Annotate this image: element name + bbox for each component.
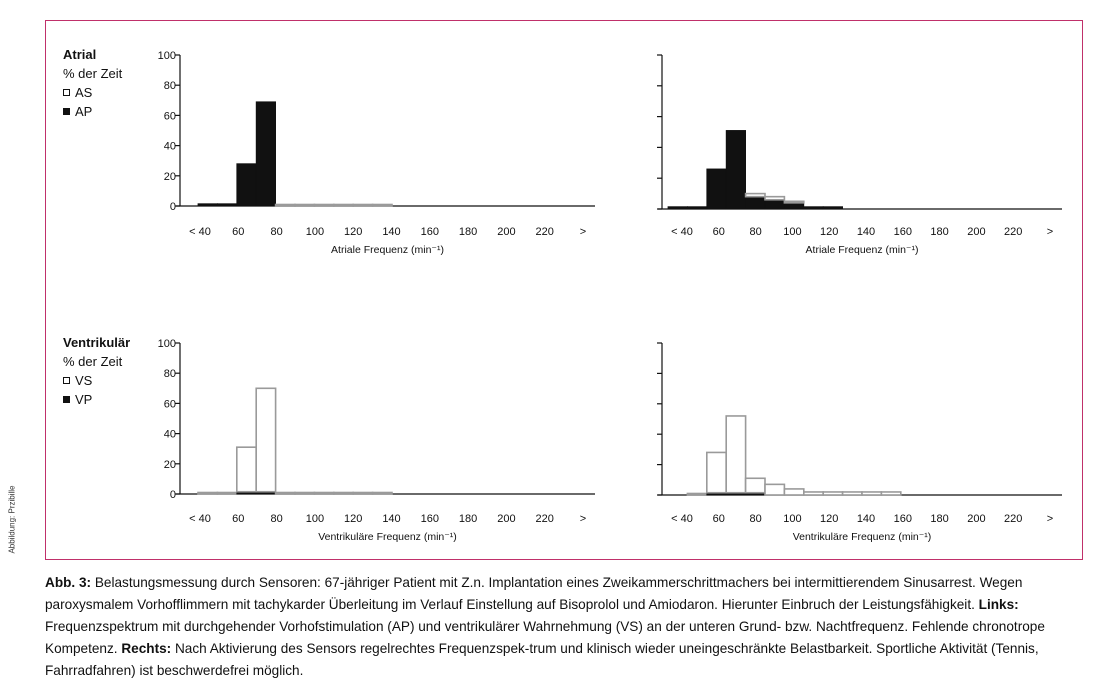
legend-entry-label: VP [75, 392, 93, 407]
bar-vs [784, 489, 803, 495]
caption-text: Belastungsmessung durch Sensoren: 67-jähriger Patient mit Z.n. Implantation eines Zweikammerschrittmachers bei intermittierendem Sinusarrest. Wegen paroxysmalem Vorhofflimmern mit tachykarder Überleitung im Verlauf Einstellung auf Bisoprolol und Amiodaron. Hierunter Einbruch der Leistungsfähigkeit. [45, 575, 1023, 612]
y-tick-label: 80 [163, 368, 176, 381]
bar-as [373, 204, 392, 206]
bar-ap [823, 207, 842, 209]
chart-atrial-left [158, 50, 595, 256]
bar-as [334, 204, 353, 206]
bar-as [784, 201, 803, 203]
bar-ap [687, 207, 706, 209]
caption-rechts-label: Rechts: [121, 641, 172, 656]
bar-vs [726, 416, 745, 493]
x-tick-label: 200 [967, 513, 986, 525]
chart-atrial-right [657, 55, 1062, 256]
x-tick-label: > [579, 226, 587, 238]
bar-vs [881, 492, 900, 495]
bar-ap [804, 207, 823, 209]
x-tick-label: < 40 [189, 513, 211, 525]
bar-vs [746, 478, 765, 492]
y-tick-label: 60 [163, 398, 176, 411]
x-tick-label: 220 [535, 226, 554, 238]
x-tick-label: 140 [856, 513, 876, 525]
x-tick-label: < 40 [189, 226, 211, 238]
x-tick-label: 120 [820, 226, 839, 238]
x-tick-label: 200 [497, 513, 516, 525]
x-tick-label: 180 [458, 513, 478, 525]
x-tick-label: 80 [270, 513, 283, 525]
bar-vs [295, 492, 314, 494]
legend-entry-label: AS [75, 85, 93, 100]
bar-vs [276, 492, 295, 494]
bar-vs [765, 484, 784, 495]
x-tick-label: > [579, 513, 587, 525]
bar-ap [707, 169, 726, 209]
x-tick-label: > [1046, 226, 1054, 238]
y-tick-label: 20 [163, 458, 176, 471]
y-tick-label: 100 [157, 338, 176, 350]
bar-vs [843, 492, 862, 495]
bar-vs [687, 493, 706, 495]
bar-as [746, 194, 765, 197]
x-tick-label: 160 [893, 513, 912, 525]
x-tick-label: 80 [749, 226, 762, 238]
x-tick-label: 60 [232, 513, 245, 525]
legend-subtitle: % der Zeit [63, 66, 123, 81]
bar-vs [823, 492, 842, 495]
figure-caption [45, 572, 1085, 682]
x-tick-label: 100 [305, 226, 325, 238]
x-tick-label: 200 [497, 226, 516, 238]
x-tick-label: 220 [1004, 513, 1023, 525]
bar-ap [765, 200, 784, 209]
bar-vs [198, 492, 217, 494]
legend-entry-label: AP [75, 104, 93, 119]
chart-ventricular-left [158, 338, 595, 543]
x-tick-label: 160 [893, 226, 912, 238]
legend-entry-label: VS [75, 373, 93, 388]
bar-vs [707, 452, 726, 492]
bar-vs [862, 492, 881, 495]
x-tick-label: < 40 [671, 226, 693, 238]
caption-text: Frequenzspektrum mit durchgehender Vorhofstimulation (AP) und ventrikulärer Wahrnehmung (VS) an der unteren Grund- bzw. Nachtfrequenz. Fehlende chronotrope Kompetenz. [45, 619, 1045, 656]
y-tick-label: 20 [163, 170, 176, 183]
image-credit: Abbildung: Przibille [7, 485, 17, 554]
caption-text: Nach Aktivierung des Sensors regelrechtes Frequenzspek-trum und klinisch wieder uneingeschränkte Belastbarkeit. Sportliche Aktivität (Tennis, Fahrradfahren) ist beschwerdefrei möglich. [45, 641, 1039, 678]
bar-ap [217, 204, 236, 206]
x-axis-label: Atriale Frequenz (min⁻¹) [331, 244, 444, 256]
x-tick-label: 220 [535, 513, 554, 525]
x-tick-label: > [1046, 513, 1054, 525]
x-tick-label: 100 [305, 513, 325, 525]
bar-vs [217, 492, 236, 494]
bar-ap [668, 207, 687, 209]
bar-vs [314, 492, 333, 494]
x-tick-label: 160 [420, 226, 439, 238]
x-axis-label: Ventrikuläre Frequenz (min⁻¹) [318, 531, 457, 543]
x-tick-label: 180 [458, 226, 478, 238]
bar-vs [373, 492, 392, 494]
bar-ap [784, 203, 803, 209]
x-tick-label: 120 [820, 513, 839, 525]
x-tick-label: 120 [344, 226, 363, 238]
bar-vs [237, 447, 256, 492]
caption-links-label: Links: [978, 597, 1019, 612]
bar-as [314, 204, 333, 206]
bar-ap [256, 102, 275, 206]
x-tick-label: 140 [856, 226, 876, 238]
chart-ventricular-right [657, 343, 1062, 543]
bar-vs [353, 492, 372, 494]
x-tick-label: 160 [420, 513, 439, 525]
y-tick-label: 0 [169, 201, 176, 213]
bar-ap [237, 164, 256, 206]
x-tick-label: 220 [1004, 226, 1023, 238]
x-tick-label: 100 [783, 513, 802, 525]
x-tick-label: 140 [382, 513, 401, 525]
bar-vs [334, 492, 353, 494]
legend-subtitle: % der Zeit [63, 354, 123, 369]
bar-vs [804, 492, 823, 495]
x-tick-label: 200 [967, 226, 986, 238]
y-tick-label: 0 [169, 489, 176, 501]
x-tick-label: < 40 [671, 513, 693, 525]
bar-ap [198, 204, 217, 206]
bar-as [295, 204, 314, 206]
y-tick-label: 40 [163, 140, 176, 153]
y-tick-label: 80 [163, 80, 176, 93]
x-tick-label: 60 [712, 513, 725, 525]
bar-as [765, 197, 784, 200]
x-tick-label: 180 [930, 226, 949, 238]
bar-ap [726, 130, 745, 209]
x-tick-label: 60 [232, 226, 245, 238]
bar-as [353, 204, 372, 206]
x-tick-label: 60 [712, 226, 725, 238]
bar-ap [746, 197, 765, 209]
legend-title: Ventrikulär [63, 335, 131, 350]
x-tick-label: 180 [930, 513, 949, 525]
x-tick-label: 140 [382, 226, 401, 238]
x-axis-label: Ventrikuläre Frequenz (min⁻¹) [792, 531, 932, 543]
x-tick-label: 80 [270, 226, 283, 238]
y-tick-label: 100 [157, 50, 176, 62]
x-tick-label: 100 [783, 226, 802, 238]
bar-vs [256, 388, 275, 491]
x-axis-label: Atriale Frequenz (min⁻¹) [805, 244, 919, 256]
y-tick-label: 40 [163, 428, 176, 441]
legend-title: Atrial [63, 47, 97, 62]
x-tick-label: 80 [749, 513, 762, 525]
bar-as [276, 204, 295, 206]
caption-label: Abb. 3: [45, 575, 92, 590]
x-tick-label: 120 [344, 513, 363, 525]
y-tick-label: 60 [163, 110, 176, 123]
